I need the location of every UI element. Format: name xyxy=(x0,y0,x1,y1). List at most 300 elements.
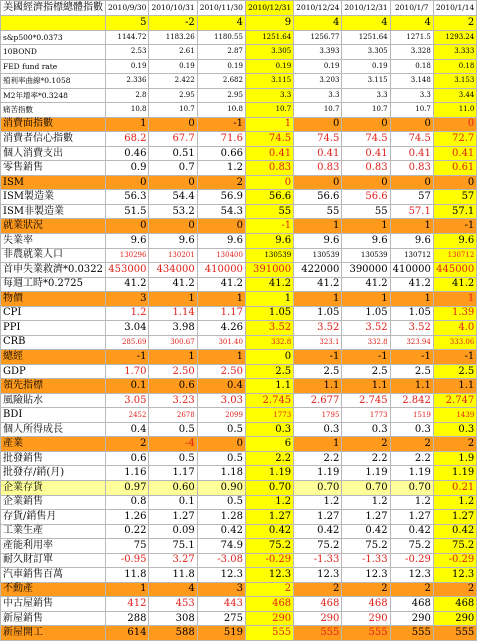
value-cell: 2 xyxy=(342,437,390,452)
value-cell: -1 xyxy=(390,350,433,365)
value-cell: 1519 xyxy=(390,408,433,423)
value-cell: 468 xyxy=(294,597,342,612)
value-cell: 0.3 xyxy=(433,422,476,437)
row-label: ISM xyxy=(1,175,106,190)
value-cell: 74.5 xyxy=(342,132,390,147)
date-header: 2010/12/24 xyxy=(294,1,342,16)
indicator-row xyxy=(1,379,477,394)
row-label: ISM非製造業 xyxy=(1,204,106,219)
value-cell: 0.7 xyxy=(149,161,197,176)
value-cell: 130539 xyxy=(294,248,342,263)
value-cell: 68.2 xyxy=(106,132,149,147)
row-label: 10BOND xyxy=(1,45,106,60)
value-cell: 3.148 xyxy=(390,74,433,89)
indicator-row xyxy=(1,495,477,510)
value-cell: 11.0 xyxy=(433,103,476,118)
value-cell: 3.3 xyxy=(294,88,342,103)
row-label: CPI xyxy=(1,306,106,321)
value-cell: 55 xyxy=(245,204,293,219)
value-cell: 75.2 xyxy=(433,539,476,554)
value-cell: 9.6 xyxy=(294,233,342,248)
value-cell: 130712 xyxy=(433,248,476,263)
date-header: 2010/10/31 xyxy=(149,1,197,16)
value-cell: 4 xyxy=(390,16,433,31)
value-cell: -0.29 xyxy=(245,553,293,568)
indicator-row xyxy=(1,59,477,74)
value-cell: 2.50 xyxy=(149,364,197,379)
value-cell: 9.6 xyxy=(342,233,390,248)
value-cell: -1 xyxy=(433,350,476,365)
value-cell: 3.305 xyxy=(245,45,293,60)
value-cell: 10.8 xyxy=(197,103,245,118)
indicator-row xyxy=(1,553,477,568)
value-cell: 588 xyxy=(149,626,197,641)
value-cell: 2 xyxy=(342,582,390,597)
value-cell: 1.1 xyxy=(433,379,476,394)
value-cell: 2 xyxy=(106,437,149,452)
value-cell: 1773 xyxy=(342,408,390,423)
value-cell: 0 xyxy=(245,350,293,365)
value-cell: 323.1 xyxy=(294,335,342,350)
value-cell: 2.745 xyxy=(342,393,390,408)
value-cell: 41.2 xyxy=(149,277,197,292)
value-cell: 2.682 xyxy=(197,74,245,89)
value-cell: 3 xyxy=(197,582,245,597)
row-label: 批發存/銷(月) xyxy=(1,466,106,481)
indicator-row xyxy=(1,74,477,89)
value-cell: 2.87 xyxy=(197,45,245,60)
value-cell: 0.42 xyxy=(245,524,293,539)
value-cell: 1.19 xyxy=(390,466,433,481)
value-cell: 1.14 xyxy=(149,306,197,321)
value-cell: 290 xyxy=(390,611,433,626)
value-cell: 3.52 xyxy=(294,321,342,336)
date-header: 2010/11/30 xyxy=(197,1,245,16)
indicator-row xyxy=(1,626,477,641)
value-cell: 9.6 xyxy=(106,233,149,248)
value-cell: 3.3 xyxy=(342,88,390,103)
value-cell: 56.6 xyxy=(245,190,293,205)
value-cell: 2.5 xyxy=(433,364,476,379)
value-cell: 0.83 xyxy=(342,161,390,176)
value-cell: 1.1 xyxy=(294,379,342,394)
value-cell: 1183.26 xyxy=(149,30,197,45)
value-cell: 332.8 xyxy=(342,335,390,350)
indicator-row xyxy=(1,30,477,45)
indicator-row xyxy=(1,16,477,31)
value-cell: 1.18 xyxy=(197,466,245,481)
value-cell: 41.2 xyxy=(342,277,390,292)
indicator-row xyxy=(1,466,477,481)
value-cell: 2678 xyxy=(149,408,197,423)
indicator-row xyxy=(1,481,477,496)
value-cell: 0 xyxy=(390,117,433,132)
value-cell: 0.90 xyxy=(197,481,245,496)
value-cell: 410000 xyxy=(197,263,245,278)
value-cell: 1.27 xyxy=(342,510,390,525)
indicator-row xyxy=(1,45,477,60)
value-cell: 0 xyxy=(294,175,342,190)
value-cell: 3.393 xyxy=(294,45,342,60)
value-cell: 1271.5 xyxy=(390,30,433,45)
value-cell: 67.7 xyxy=(149,132,197,147)
row-label: 零售銷售 xyxy=(1,161,106,176)
value-cell: 3.328 xyxy=(390,45,433,60)
row-label: 中古屋銷售 xyxy=(1,597,106,612)
indicator-row xyxy=(1,277,477,292)
value-cell: 391000 xyxy=(245,263,293,278)
value-cell: 0 xyxy=(197,219,245,234)
value-cell: 0.19 xyxy=(245,59,293,74)
value-cell: 3.52 xyxy=(245,321,293,336)
value-cell: 54.3 xyxy=(197,204,245,219)
indicator-row xyxy=(1,161,477,176)
value-cell: 74.5 xyxy=(390,132,433,147)
value-cell: 130201 xyxy=(149,248,197,263)
date-header: 2010/1/14 xyxy=(433,1,476,16)
row-label: ISM製造業 xyxy=(1,190,106,205)
value-cell: 0.9 xyxy=(106,161,149,176)
indicator-row xyxy=(1,437,477,452)
value-cell: 74.9 xyxy=(197,539,245,554)
value-cell: 10.8 xyxy=(106,103,149,118)
value-cell: 3.115 xyxy=(245,74,293,89)
value-cell: 0 xyxy=(294,117,342,132)
value-cell: 290 xyxy=(294,611,342,626)
value-cell: 2 xyxy=(197,175,245,190)
row-label: 批發銷售 xyxy=(1,451,106,466)
value-cell: 3.305 xyxy=(342,45,390,60)
value-cell: 41.2 xyxy=(245,277,293,292)
value-cell: 0.3 xyxy=(342,422,390,437)
value-cell: 1 xyxy=(390,292,433,307)
value-cell: 1.2 xyxy=(342,495,390,510)
value-cell: -4 xyxy=(149,437,197,452)
value-cell: 0 xyxy=(106,219,149,234)
value-cell: 614 xyxy=(106,626,149,641)
indicator-row xyxy=(1,233,477,248)
value-cell: 1144.72 xyxy=(106,30,149,45)
value-cell: 0.6 xyxy=(149,379,197,394)
row-label: 首申失業救濟*0.0322 xyxy=(1,263,106,278)
value-cell: -1.33 xyxy=(294,553,342,568)
value-cell: 1.19 xyxy=(245,466,293,481)
row-label: 消費者信心指數 xyxy=(1,132,106,147)
indicator-row xyxy=(1,422,477,437)
value-cell: 468 xyxy=(390,597,433,612)
value-cell: 300.67 xyxy=(149,335,197,350)
value-cell: 9.6 xyxy=(197,233,245,248)
value-cell: 10.7 xyxy=(342,103,390,118)
value-cell: 468 xyxy=(342,597,390,612)
value-cell: 1.05 xyxy=(294,306,342,321)
value-cell: 0.6 xyxy=(106,451,149,466)
value-cell: 1.1 xyxy=(390,379,433,394)
indicator-row xyxy=(1,539,477,554)
value-cell: 2.5 xyxy=(342,364,390,379)
row-label: 風險貼水 xyxy=(1,393,106,408)
value-cell: 3.52 xyxy=(342,321,390,336)
value-cell: 3.3 xyxy=(245,88,293,103)
value-cell: 555 xyxy=(294,626,342,641)
value-cell: 1.28 xyxy=(197,510,245,525)
value-cell: 422000 xyxy=(294,263,342,278)
value-cell: 1 xyxy=(245,117,293,132)
value-cell: 1 xyxy=(294,437,342,452)
value-cell: 0.5 xyxy=(149,451,197,466)
value-cell: 0.42 xyxy=(342,524,390,539)
indicator-row xyxy=(1,103,477,118)
value-cell: 1.1 xyxy=(342,379,390,394)
value-cell: 0.19 xyxy=(197,59,245,74)
value-cell: 75.1 xyxy=(149,539,197,554)
value-cell: 453 xyxy=(149,597,197,612)
value-cell: 4.0 xyxy=(433,321,476,336)
value-cell: 3.04 xyxy=(106,321,149,336)
value-cell: 0.4 xyxy=(106,422,149,437)
value-cell: 2.95 xyxy=(149,88,197,103)
indicator-row xyxy=(1,393,477,408)
value-cell: 1.1 xyxy=(245,379,293,394)
value-cell: 5 xyxy=(106,16,149,31)
value-cell: 0.21 xyxy=(433,481,476,496)
value-cell: 130400 xyxy=(197,248,245,263)
row-label: 失業率 xyxy=(1,233,106,248)
row-label: 汽車銷售百萬 xyxy=(1,568,106,583)
value-cell: 4 xyxy=(149,582,197,597)
value-cell: 1.05 xyxy=(245,306,293,321)
value-cell: 0.5 xyxy=(197,422,245,437)
value-cell: 2 xyxy=(433,437,476,452)
indicator-row xyxy=(1,292,477,307)
value-cell: 0.46 xyxy=(106,146,149,161)
value-cell: 0 xyxy=(433,117,476,132)
value-cell: 41.2 xyxy=(390,277,433,292)
value-cell: 0.83 xyxy=(390,161,433,176)
indicator-row xyxy=(1,524,477,539)
value-cell: 0.3 xyxy=(245,422,293,437)
row-label xyxy=(1,16,106,31)
value-cell: 4 xyxy=(342,16,390,31)
value-cell: 1 xyxy=(342,219,390,234)
value-cell: 288 xyxy=(106,611,149,626)
indicator-row xyxy=(1,364,477,379)
indicator-row xyxy=(1,146,477,161)
value-cell: 0.42 xyxy=(390,524,433,539)
value-cell: 0.41 xyxy=(294,146,342,161)
value-cell: -1 xyxy=(342,350,390,365)
value-cell: 12.3 xyxy=(342,568,390,583)
value-cell: 2.2 xyxy=(245,451,293,466)
value-cell: 2.95 xyxy=(197,88,245,103)
value-cell: 285.69 xyxy=(106,335,149,350)
value-cell: 41.2 xyxy=(433,277,476,292)
value-cell: 0.41 xyxy=(245,146,293,161)
row-label: 個人消費支出 xyxy=(1,146,106,161)
value-cell: 2.747 xyxy=(433,393,476,408)
indicator-row xyxy=(1,321,477,336)
value-cell: 445000 xyxy=(433,263,476,278)
value-cell: 3.203 xyxy=(294,74,342,89)
value-cell: 1773 xyxy=(245,408,293,423)
value-cell: 2.842 xyxy=(390,393,433,408)
value-cell: 555 xyxy=(390,626,433,641)
value-cell: 443 xyxy=(197,597,245,612)
value-cell: 2 xyxy=(433,582,476,597)
value-cell: 2.5 xyxy=(245,364,293,379)
value-cell: 2.61 xyxy=(149,45,197,60)
value-cell: 0.41 xyxy=(342,146,390,161)
value-cell: 130539 xyxy=(342,248,390,263)
value-cell: 1.39 xyxy=(433,306,476,321)
row-label: 非農就業人口 xyxy=(1,248,106,263)
value-cell: 9.6 xyxy=(149,233,197,248)
row-label: M2年增率*0.3248 xyxy=(1,88,106,103)
row-label: 耐久財訂單 xyxy=(1,553,106,568)
value-cell: -2 xyxy=(149,16,197,31)
value-cell: 1 xyxy=(197,292,245,307)
value-cell: 1 xyxy=(197,350,245,365)
value-cell: 3.115 xyxy=(342,74,390,89)
value-cell: 2.2 xyxy=(342,451,390,466)
value-cell: 412 xyxy=(106,597,149,612)
value-cell: 4 xyxy=(294,16,342,31)
value-cell: 57 xyxy=(433,190,476,205)
value-cell: 1 xyxy=(294,292,342,307)
value-cell: 0 xyxy=(149,117,197,132)
value-cell: 1.19 xyxy=(433,466,476,481)
row-label: 總經 xyxy=(1,350,106,365)
value-cell: 2.677 xyxy=(294,393,342,408)
value-cell: 0.1 xyxy=(106,379,149,394)
row-label: 物價 xyxy=(1,292,106,307)
value-cell: 9.6 xyxy=(433,233,476,248)
value-cell: 56.3 xyxy=(106,190,149,205)
value-cell: -0.95 xyxy=(106,553,149,568)
value-cell: 1 xyxy=(342,292,390,307)
value-cell: -3.08 xyxy=(197,553,245,568)
value-cell: 1 xyxy=(149,292,197,307)
value-cell: 1 xyxy=(106,582,149,597)
value-cell: 0 xyxy=(149,219,197,234)
value-cell: 1795 xyxy=(294,408,342,423)
value-cell: 57.1 xyxy=(390,204,433,219)
value-cell: 323.94 xyxy=(390,335,433,350)
value-cell: 0.19 xyxy=(149,59,197,74)
value-cell: 0 xyxy=(390,175,433,190)
value-cell: 53.2 xyxy=(149,204,197,219)
value-cell: 2 xyxy=(294,582,342,597)
value-cell: 12.3 xyxy=(390,568,433,583)
value-cell: 0 xyxy=(106,175,149,190)
value-cell: 57 xyxy=(390,190,433,205)
value-cell: 3.333 xyxy=(433,45,476,60)
value-cell: 2.422 xyxy=(149,74,197,89)
value-cell: 1.9 xyxy=(433,451,476,466)
value-cell: 0.66 xyxy=(197,146,245,161)
value-cell: 0.41 xyxy=(433,146,476,161)
value-cell: 0.51 xyxy=(149,146,197,161)
date-header: 2010/1/7 xyxy=(390,1,433,16)
value-cell: 3.3 xyxy=(390,88,433,103)
value-cell: 1.27 xyxy=(149,510,197,525)
value-cell: 9 xyxy=(245,16,293,31)
row-label: 個人所得成長 xyxy=(1,422,106,437)
value-cell: 2.53 xyxy=(106,45,149,60)
value-cell: 0.70 xyxy=(245,481,293,496)
value-cell: 2.5 xyxy=(294,364,342,379)
value-cell: 75.2 xyxy=(342,539,390,554)
value-cell: 519 xyxy=(197,626,245,641)
value-cell: -1.33 xyxy=(342,553,390,568)
value-cell: 3.98 xyxy=(149,321,197,336)
row-label: PPI xyxy=(1,321,106,336)
value-cell: 468 xyxy=(433,597,476,612)
value-cell: 41.2 xyxy=(197,277,245,292)
value-cell: 1256.77 xyxy=(294,30,342,45)
value-cell: 3 xyxy=(106,292,149,307)
value-cell: 0.70 xyxy=(390,481,433,496)
value-cell: 290 xyxy=(342,611,390,626)
value-cell: 10.7 xyxy=(149,103,197,118)
row-label: 產能利用率 xyxy=(1,539,106,554)
value-cell: 10.7 xyxy=(245,103,293,118)
value-cell: 0.19 xyxy=(294,59,342,74)
value-cell: 0.83 xyxy=(294,161,342,176)
value-cell: 2452 xyxy=(106,408,149,423)
indicator-row xyxy=(1,248,477,263)
value-cell: 12.3 xyxy=(294,568,342,583)
value-cell: 290 xyxy=(245,611,293,626)
value-cell: 0.70 xyxy=(294,481,342,496)
value-cell: 468 xyxy=(245,597,293,612)
value-cell: 3.153 xyxy=(433,74,476,89)
indicator-row xyxy=(1,582,477,597)
indicator-row xyxy=(1,510,477,525)
value-cell: 0 xyxy=(245,175,293,190)
value-cell: 0.19 xyxy=(342,59,390,74)
indicator-row xyxy=(1,117,477,132)
value-cell: 0.8 xyxy=(106,495,149,510)
row-label: 存貨/銷售月 xyxy=(1,510,106,525)
row-label: 消費面指數 xyxy=(1,117,106,132)
value-cell: 74.5 xyxy=(294,132,342,147)
value-cell: 1.27 xyxy=(433,510,476,525)
value-cell: 1 xyxy=(106,117,149,132)
value-cell: 130539 xyxy=(245,248,293,263)
value-cell: 75 xyxy=(106,539,149,554)
value-cell: -1 xyxy=(245,219,293,234)
value-cell: 1251.64 xyxy=(245,30,293,45)
date-header: 2010/12/31 xyxy=(245,1,293,16)
value-cell: 0.83 xyxy=(245,161,293,176)
value-cell: 3.03 xyxy=(197,393,245,408)
date-header: 2010/12/31 xyxy=(342,1,390,16)
value-cell: 1.2 xyxy=(245,495,293,510)
value-cell: 57.1 xyxy=(433,204,476,219)
value-cell: 0.5 xyxy=(149,422,197,437)
value-cell: 1.2 xyxy=(197,161,245,176)
value-cell: 75.2 xyxy=(294,539,342,554)
value-cell: 275 xyxy=(197,611,245,626)
indicator-row xyxy=(1,306,477,321)
value-cell: 56.6 xyxy=(342,190,390,205)
value-cell: 2.8 xyxy=(106,88,149,103)
value-cell: -1 xyxy=(106,350,149,365)
value-cell: 0.5 xyxy=(197,495,245,510)
indicator-row xyxy=(1,408,477,423)
value-cell: 0.60 xyxy=(149,481,197,496)
